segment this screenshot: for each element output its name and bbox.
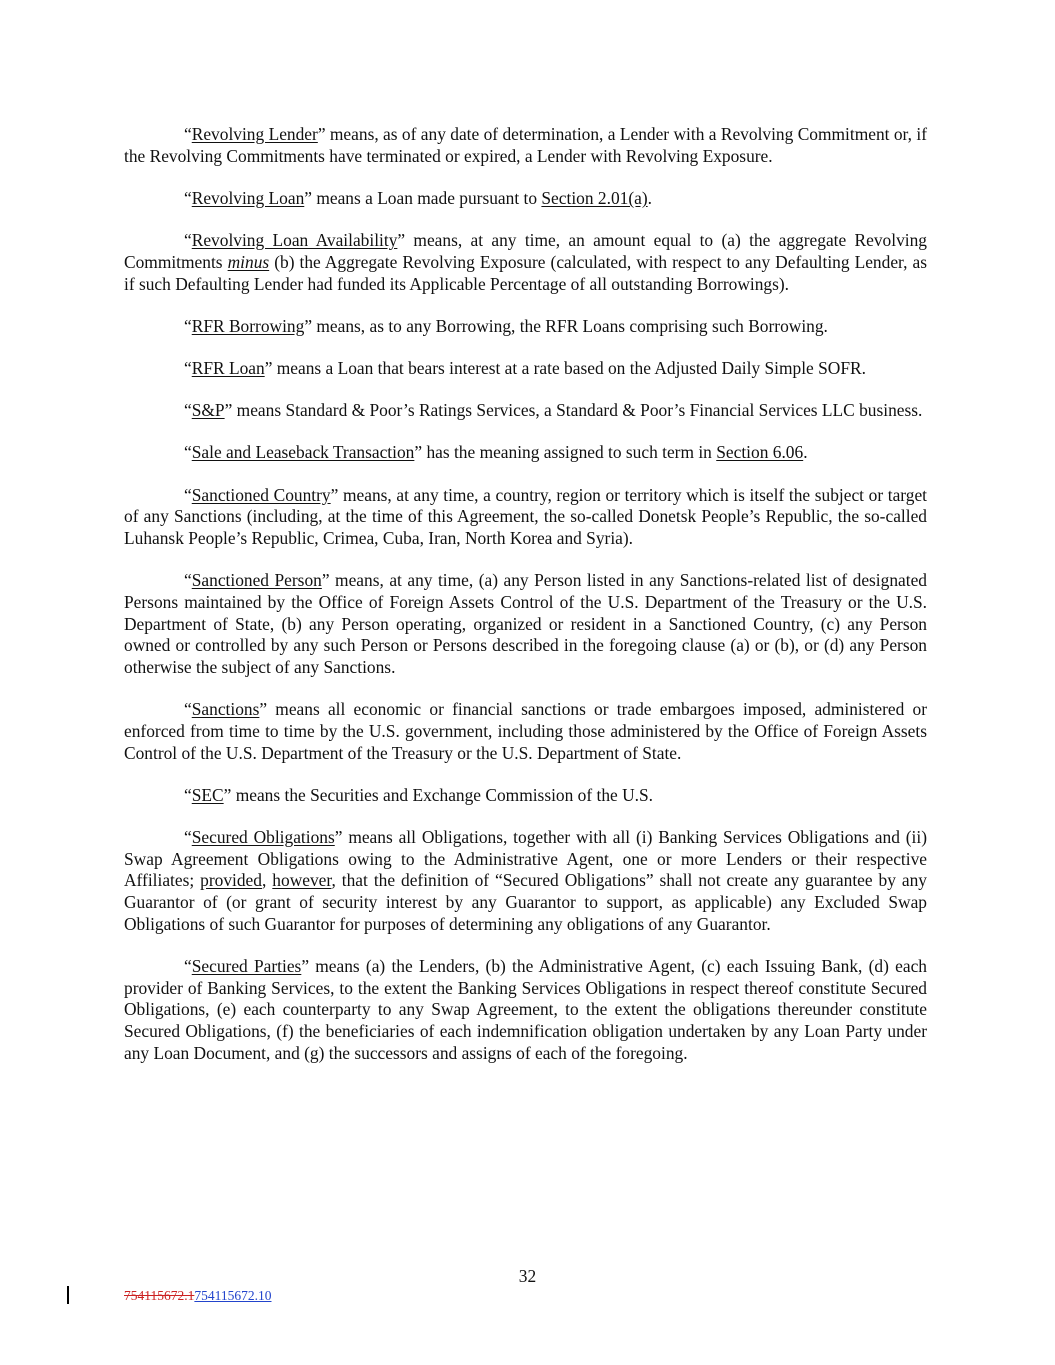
definition-paragraph	[124, 442, 927, 464]
defined-term: Section 6.06	[716, 442, 804, 463]
definition-text: “	[184, 784, 192, 805]
definition-text: ” has the meaning assigned to such term in	[414, 442, 717, 463]
defined-term: Revolving Loan Availability	[191, 230, 398, 251]
definition-text: ,	[261, 870, 273, 891]
defined-term: Sale and Leaseback Transaction	[191, 442, 415, 463]
definition-text: ” means all Obligations, together with all (i) Banking Services Obligations and (ii) Swap Agreement Obligations owing to the Administrative Agent, one or more Lenders or their respective Affiliates;	[124, 826, 927, 891]
definition-text: “	[184, 955, 192, 976]
definition-text: .	[647, 187, 652, 208]
defined-term: Sanctioned Person	[191, 570, 322, 591]
document-id-deleted: 754115672.1	[124, 1288, 195, 1303]
definition-paragraph	[124, 230, 927, 295]
definition-text: ” means a Loan made pursuant to	[304, 187, 542, 208]
definition-text: , that the definition of “Secured Obligations” shall not create any guarantee by any Guarantor of (or grant of security interest by any Guarantor to support, as applicable) any Excluded Swap Obligations of such Guarantor for purposes of determining any obligations of any Guarantor.	[124, 870, 928, 934]
definition-paragraph	[124, 699, 927, 764]
definition-text: ” means, at any time, a country, region or territory which is itself the subject or target of any Sanctions (including, at the time of this Agreement, the so-called Donetsk People’s Republic, the so-called Luhansk People’s Republic, Crimea, Cuba, Iran, North Korea and Syria).	[124, 484, 928, 548]
definition-text: .	[803, 442, 808, 463]
defined-term: Revolving Lender	[191, 124, 318, 144]
document-id	[124, 1288, 272, 1304]
emphasized-term: minus	[227, 251, 270, 272]
definition-text: ” means, as to any Borrowing, the RFR Loans comprising such Borrowing.	[304, 315, 828, 336]
definition-text: ” means the Securities and Exchange Commission of the U.S.	[223, 784, 654, 805]
definition-text: ” means all economic or financial sanctions or trade embargoes imposed, administered or enforced from time to time by the U.S. government, including those administered by the Office of Foreign Assets Control of the U.S. Department of the Treasury or the U.S. Department of State.	[124, 699, 927, 763]
definition-text: ” means, as of any date of determination, a Lender with a Revolving Commitment or, if the Revolving Commitments have terminated or expired, a Lender with Revolving Exposure.	[124, 124, 927, 166]
defined-term: S&P	[191, 400, 225, 421]
document-id-inserted: 754115672.10	[194, 1288, 272, 1303]
definition-text: ” means, at any time, an amount equal to (a) the aggregate Revolving Commitments	[124, 230, 927, 272]
definition-text: ” means a Loan that bears interest at a rate based on the Adjusted Daily Simple SOFR.	[264, 357, 866, 378]
defined-term: provided	[200, 870, 262, 891]
definition-text: “	[184, 230, 192, 251]
defined-term: Sanctions	[191, 699, 260, 720]
definition-paragraph	[124, 124, 927, 167]
change-bar	[67, 1286, 69, 1304]
defined-term: Secured Parties	[191, 955, 302, 976]
definition-paragraph	[124, 956, 927, 1065]
defined-term: Secured Obligations	[191, 826, 335, 847]
defined-term: Section 2.01(a)	[541, 187, 648, 208]
definition-text: “	[184, 187, 192, 208]
definition-paragraph	[124, 785, 927, 807]
definition-text: “	[184, 699, 192, 720]
defined-term: SEC	[191, 784, 224, 805]
defined-term: RFR Loan	[191, 357, 265, 378]
definition-text: (b) the Aggregate Revolving Exposure (calculated, with respect to any Defaulting Lender, as if such Defaulting Lender had funded its Applicable Percentage of all outstanding Borrowings).	[124, 251, 928, 294]
definition-text: ” means Standard & Poor’s Ratings Services, a Standard & Poor’s Financial Services LLC business.	[224, 400, 923, 421]
page-number: 32	[518, 1266, 537, 1286]
definition-text: ” means (a) the Lenders, (b) the Administrative Agent, (c) each Issuing Bank, (d) each provider of Banking Services, to the extent the Banking Services Obligations in respect thereof constitute Secured Obligations, (e) each counterparty to any Swap Agreement, to the extent the obligations thereunder constitute Secured Obligations, (f) the beneficiaries of each indemnification obligation undertaken by any Loan Party under any Loan Document, and (g) the successors and assigns of each of the foregoing.	[124, 955, 927, 1063]
definition-paragraph	[124, 316, 927, 338]
definition-paragraph	[124, 400, 927, 422]
definition-paragraph	[124, 485, 927, 550]
definition-text: “	[184, 400, 192, 421]
defined-term: however	[272, 870, 332, 891]
definition-text: “	[184, 315, 192, 336]
definition-text: “	[184, 357, 192, 378]
definition-text: “	[184, 826, 192, 847]
defined-term: Revolving Loan	[191, 187, 305, 208]
defined-term: Sanctioned Country	[191, 484, 331, 505]
definition-text: “	[184, 570, 192, 591]
document-body	[124, 124, 927, 1065]
definition-text: “	[184, 124, 192, 144]
definition-paragraph	[124, 188, 927, 210]
definition-text: ” means, at any time, (a) any Person listed in any Sanctions-related list of designated Persons maintained by the Office of Foreign Assets Control of the U.S. Department of the Treasury or the U.S. Department of State, (b) any Person operating, organized or resident in a Sanctioned Country, (c) any Person owned or controlled by any such Person or Persons described in the foregoing clause (a) or (b), or (d) any Person otherwise the subject of any Sanctions.	[124, 570, 927, 677]
definition-text: “	[184, 484, 192, 505]
definition-paragraph	[124, 827, 927, 936]
definition-paragraph	[124, 358, 927, 380]
definition-paragraph	[124, 570, 927, 679]
defined-term: RFR Borrowing	[191, 315, 305, 336]
definition-text: “	[184, 442, 192, 463]
